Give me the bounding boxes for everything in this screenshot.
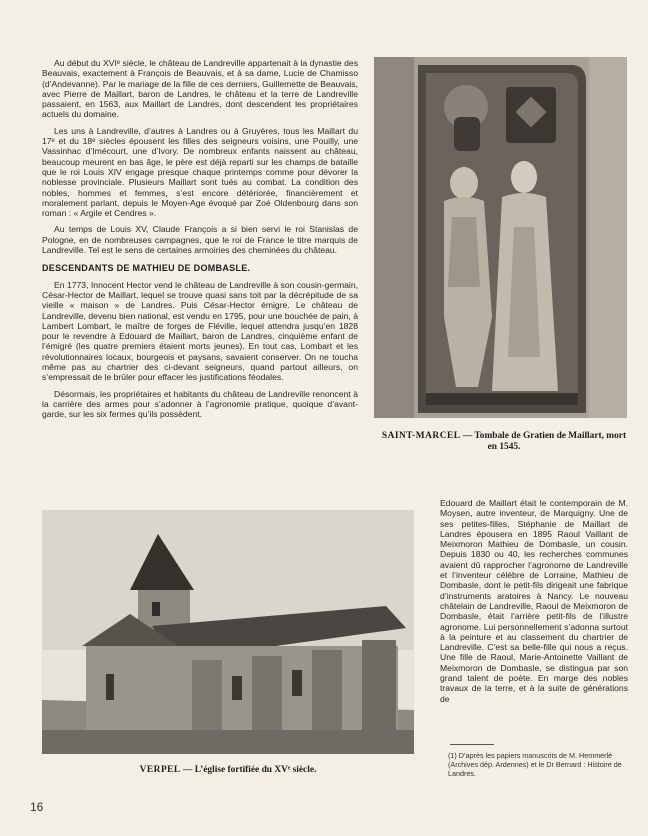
tombstone-photo: [374, 57, 627, 418]
section-title: DESCENDANTS DE MATHIEU DE DOMBASLE.: [42, 263, 251, 274]
tombstone-caption: [380, 431, 628, 453]
paragraph: Désormais, les propriétaires et habitants du château de Landreville renoncent à la carrière des armes pour s’adonner à l’agronomie pratique, quoique d’avant-garde, sur les six fermes qu’ils possèdent.: [42, 388, 358, 420]
paragraph: Les uns à Landreville, d’autres à Landres ou à Gruyères, tous les Maillart du 17ᵉ et du 18ᵉ siècles épousent les filles des seigneurs voisins, une Pouilly, une Vassinhac d’Imécourt, une d’Ivory. De nombreux enfants naissent au château, beaucoup meurent en bas âge, le père est déjà reparti sur les champs de bataille que le roi Louis XIV engage presque chaque printemps comme pour dévorer la noblesse provinciale. Plusieurs Maillart sont tués au combat. La condition des nobles, hommes et femmes, s’est encore détériorée, financièrement et moralement parlant, depuis le Moyen-Age évoqué par Zoé Oldenbourg dans son roman : « Argile et Cendres ».: [42, 125, 358, 219]
caption-text: — L’église fortifiée du XVᵉ siècle.: [180, 765, 317, 775]
page-number: 16: [30, 800, 44, 814]
paragraph: Edouard de Maillart était le contemporain de M. Moysen, autre inventeur, de Marquigny. Une de ses petites-filles, Stéphanie de Maillart de Landres épousera en 1895 Raoul Vaillant de Meixmoron Mathieu de Dombasle, un cousin. Depuis 1830 ou 40, les recherches communes avaient dû rapprocher l’agronome de Landreville et l’inventeur célèbre de Lorraine, Mathieu de Dombasle, dont le petit-fils dirigeait une fabrique d’instruments aratoires à Nancy. Le nouveau châtelain de Landreville, Raoul de Meixmoron de Dombasle, était l’arrière petit-fils de l’illustre agronome. Lui personnellement s’adonna surtout à la peinture et au classement du chartrier de Landreville. C’est sa belle-fille qui nous a reçus. Une fille de Raoul, Marie-Antoinette Vaillant de Meixmoron de Dombasle, se distingua par son grand talent de poète. En marge des nobles travaux de la terre, et à la suite de générations de: [440, 498, 628, 704]
paragraph: Au temps de Louis XV, Claude François a si bien servi le roi Stanislas de Pologne, en de nombreuses campagnes, que le roi de France le titre marquis de Landreville. Tel est le sens de certaines armoiries des cheminées du château.: [42, 224, 358, 256]
paragraph: Au début du XVIᵉ siècle, le château de Landreville appartenait à la dynastie des Beauvais, exactement à François de Beauvais, et à sa dame, Lucie de Chamisso (d’Andevanne). Par le mariage de la fille de ces derniers, Guillemette de Beauvais, avec Pierre de Maillart, baron de Landres, le château et la terre de Landreville passaient, en 1563, aux Maillart de Landres, dont descendent les propriétaires actuels du domaine.: [42, 58, 358, 120]
footnote-divider: [450, 744, 494, 745]
church-photo: [42, 510, 414, 754]
left-text-column: [42, 58, 358, 426]
right-text-column: [440, 498, 628, 704]
caption-text: — Tombale de Gratien de Maillart, mort en 1545.: [460, 431, 627, 452]
church-caption: [42, 765, 414, 776]
paragraph: En 1773, Innocent Hector vend le château de Landreville à son cousin-germain, César-Hector de Maillart, lequel se trouve quasi sans toit par la décrépitude de sa vieille « maison » de Landres. Puis César-Hector émigre. Le château de Landreville, devenu bien national, est vendu en 1795, pour une bouchée de pain, à Lambert Lombart, le maître de forges de Fléville, lequel attendra jusqu’en 1828 pour le revendre à Edouard de Maillart, baron de Landres, cinquième enfant de l’émigré (les quatre premiers étaient morts jeunes). En tout cas, Lombart et les révolutionnaires locaux, bourgeois et paysans, savaient conserver. On ne toucha même pas au chartrier des ci-devant seigneurs, quand partout ailleurs, on s’empressait de le brûler pour effacer les justifications féodales.: [42, 279, 358, 383]
caption-place: SAINT-MARCEL: [381, 431, 461, 441]
footnote: (1) D’après les papiers manuscrits de M. Hemmerlé (Archives dép. Ardennes) et le Dr Bernard : Histoire de Landres.: [448, 751, 622, 778]
caption-place: VERPEL: [139, 765, 181, 775]
